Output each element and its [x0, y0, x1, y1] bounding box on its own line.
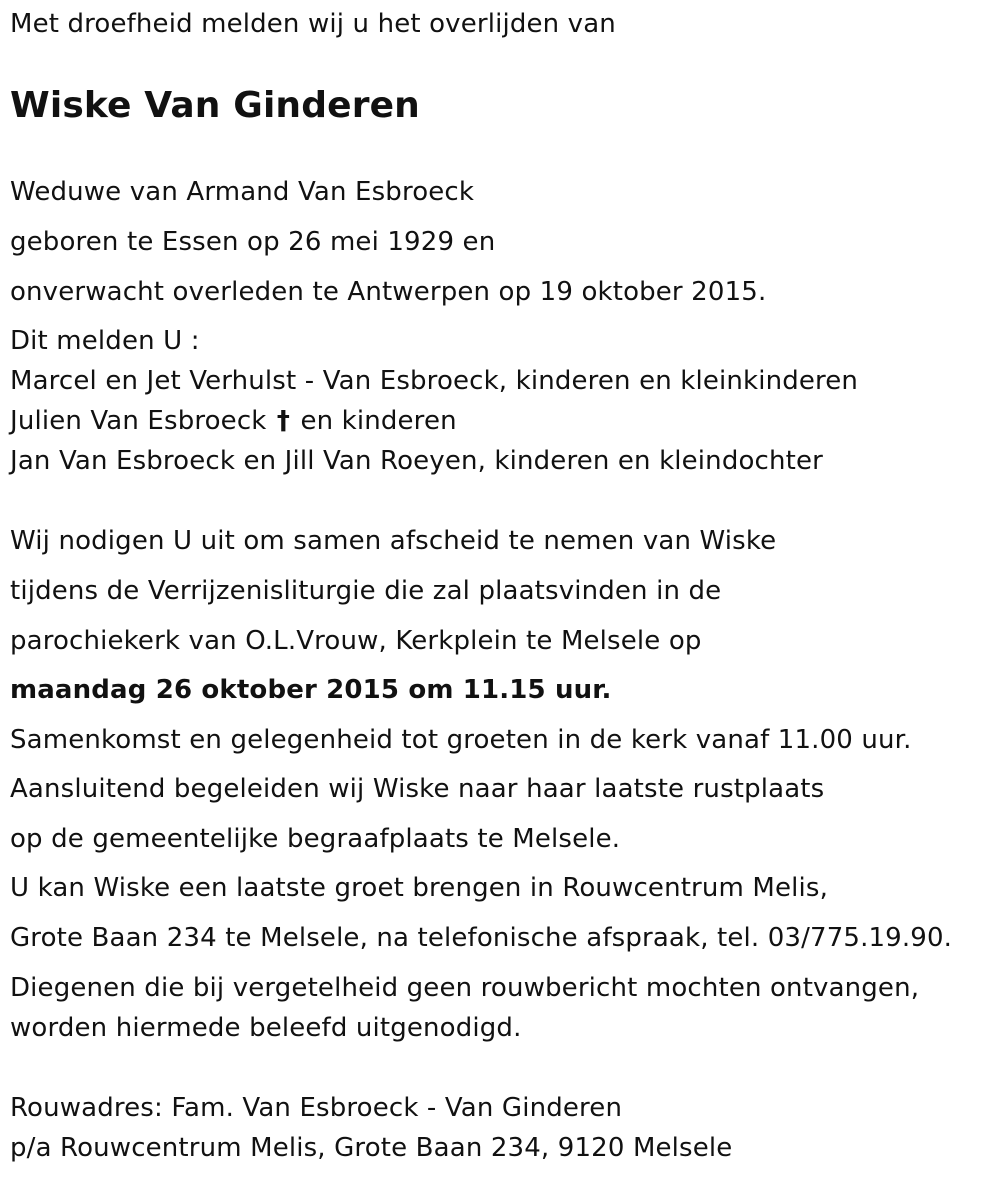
- born-text: geboren te Essen op 26 mei 1929 en: [10, 227, 496, 257]
- family-line-1: Marcel en Jet Verhulst - Van Esbroeck, kinderen en kleinkinderen: [10, 366, 859, 396]
- ceremony-line-9: Grote Baan 234 te Melsele, na telefonische afspraak, tel. 03/775.19.90.: [10, 923, 953, 953]
- address-line-2: p/a Rouwcentrum Melis, Grote Baan 234, 9120 Melsele: [10, 1133, 733, 1163]
- ceremony-line-11: worden hiermede beleefd uitgenodigd.: [10, 1013, 522, 1043]
- ceremony-line-7: op de gemeentelijke begraafplaats te Melsele.: [10, 824, 621, 854]
- family-line-3: Jan Van Esbroeck en Jill Van Roeyen, kinderen en kleindochter: [10, 446, 823, 476]
- ceremony-line-2: tijdens de Verrijzenisliturgie die zal plaatsvinden in de: [10, 576, 722, 606]
- intro-text: Met droefheid melden wij u het overlijden van: [10, 9, 616, 39]
- ceremony-line-6: Aansluitend begeleiden wij Wiske naar haar laatste rustplaats: [10, 774, 825, 804]
- family-line-2-rest: en kinderen: [300, 406, 457, 436]
- ceremony-datetime: maandag 26 oktober 2015 om 11.15 uur.: [10, 675, 612, 705]
- ceremony-line-10: Diegenen die bij vergetelheid geen rouwbericht mochten ontvangen,: [10, 973, 920, 1003]
- cross-icon: †: [276, 406, 291, 436]
- announcers-lead: Dit melden U :: [10, 326, 200, 356]
- family-line-2: [10, 405, 457, 437]
- ceremony-line-8: U kan Wiske een laatste groet brengen in Rouwcentrum Melis,: [10, 873, 828, 903]
- widow-text: Weduwe van Armand Van Esbroeck: [10, 177, 475, 207]
- died-text: onverwacht overleden te Antwerpen op 19 oktober 2015.: [10, 277, 767, 307]
- deceased-name: Wiske Van Ginderen: [10, 85, 420, 126]
- ceremony-line-3: parochiekerk van O.L.Vrouw, Kerkplein te Melsele op: [10, 626, 702, 656]
- family-line-2-name: Julien Van Esbroeck: [10, 406, 267, 436]
- ceremony-line-5: Samenkomst en gelegenheid tot groeten in de kerk vanaf 11.00 uur.: [10, 725, 912, 755]
- address-line-1: Rouwadres: Fam. Van Esbroeck - Van Ginderen: [10, 1093, 623, 1123]
- ceremony-line-1: Wij nodigen U uit om samen afscheid te nemen van Wiske: [10, 526, 777, 556]
